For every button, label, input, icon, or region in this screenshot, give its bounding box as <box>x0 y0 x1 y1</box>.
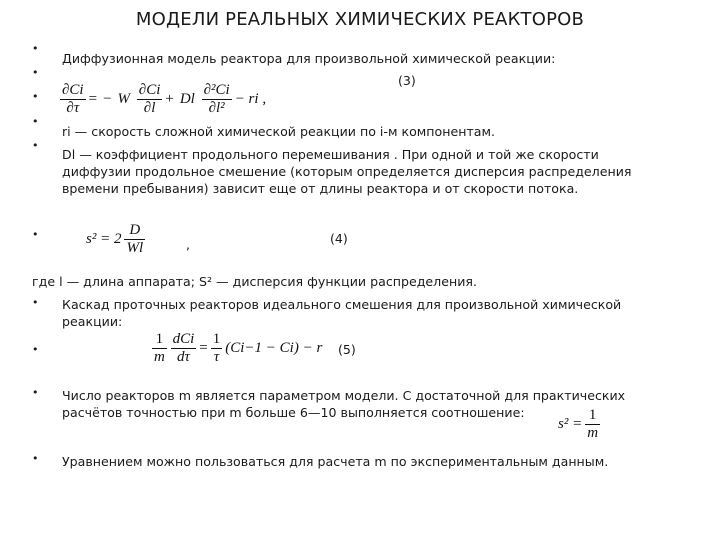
eq3-lhs-fraction <box>60 82 86 117</box>
bullet-marker: • <box>32 115 39 128</box>
eq3-t3-num: ∂²Ci <box>203 82 230 98</box>
m-parameter-text: Число реакторов m является параметром модели. С достаточной для практических расчётов точностью при m больше 6—10 выполняется соотношение: <box>62 388 626 420</box>
eq5-a-fraction <box>152 331 167 366</box>
bullet-marker: • <box>32 139 39 152</box>
bullet-marker: • <box>32 386 39 399</box>
bullet-marker: • <box>32 343 39 356</box>
eq6-num: 1 <box>585 407 600 425</box>
bullet-marker: • <box>32 228 39 241</box>
eq3-t2-den: ∂l <box>143 100 156 116</box>
equation-4-number: (4) <box>330 231 348 246</box>
where-definition-line: где l — длина аппарата; S² — дисперсия функции распределения. <box>32 274 477 289</box>
equation-5-number: (5) <box>338 342 356 357</box>
eq3-t2-num: ∂Ci <box>138 82 161 98</box>
diffusion-intro-text: Диффузионная модель реактора для произвольной химической реакции: <box>62 51 556 66</box>
eq4-fraction <box>124 222 145 257</box>
equation-4 <box>86 222 145 257</box>
eq3-tail: − ri , <box>234 91 267 107</box>
cascade-intro-text: Каскад проточных реакторов идеального смешения для произвольной химической реакции: <box>62 297 622 329</box>
eq3-equals: = <box>88 91 98 107</box>
eq3-plus: + <box>165 91 174 107</box>
eq5-paren-term: (Ci−1 − Ci) − r <box>225 340 323 356</box>
eq3-diffusive-fraction <box>202 82 232 117</box>
eq3-lhs-num: ∂Ci <box>62 82 84 98</box>
equation-4-comma: , <box>186 237 191 252</box>
eq6-den: m <box>587 425 599 441</box>
bullet-marker: • <box>32 452 39 465</box>
eq6-fraction <box>585 407 600 442</box>
eq5-b-fraction <box>171 331 197 366</box>
eq3-w: W <box>117 91 131 107</box>
eq6-lhs: s² = <box>558 416 583 432</box>
eq5-b-den: dτ <box>177 349 190 365</box>
eq3-dl: Dl <box>179 91 195 107</box>
eq4-den: Wl <box>126 240 144 256</box>
slide-title: МОДЕЛИ РЕАЛЬНЫХ ХИМИЧЕСКИХ РЕАКТОРОВ <box>135 9 585 30</box>
eq3-lhs-den: ∂τ <box>66 100 80 116</box>
equation-5 <box>152 331 325 366</box>
dl-definition: Dl — коэффициент продольного перемешивания . При одной и той же скорости диффузии продольное смешение (которым определяется дисперсия распределения времени пребывания) зависит еще от длины реактора и от скорости потока. <box>62 147 632 196</box>
bullet-marker: • <box>32 42 39 55</box>
bullet-marker: • <box>32 90 39 103</box>
eq5-c-num: 1 <box>212 331 221 347</box>
eq4-lhs: s² = 2 <box>86 231 122 247</box>
eq5-a-num: 1 <box>152 331 167 349</box>
eq5-c-fraction <box>211 331 223 366</box>
bullet-marker: • <box>32 66 39 79</box>
eq3-t3-den: ∂l² <box>208 100 225 116</box>
eq5-a-den: m <box>154 349 165 365</box>
eq5-equals: = <box>199 340 208 356</box>
ri-definition: ri — скорость сложной химической реакции по i-м компонентам. <box>62 124 496 139</box>
eq5-b-num: dCi <box>172 331 195 347</box>
bullet-marker: • <box>32 296 39 309</box>
eq5-c-den: τ <box>213 349 220 365</box>
eq3-convective-fraction <box>137 82 163 117</box>
equation-6 <box>558 407 600 442</box>
eq4-num: D <box>124 222 145 240</box>
usage-text: Уравнением можно пользоваться для расчета m по экспериментальным данным. <box>62 454 609 469</box>
equation-3-number: (3) <box>398 73 416 88</box>
eq3-minus: − <box>103 91 112 107</box>
equation-3 <box>60 82 269 117</box>
